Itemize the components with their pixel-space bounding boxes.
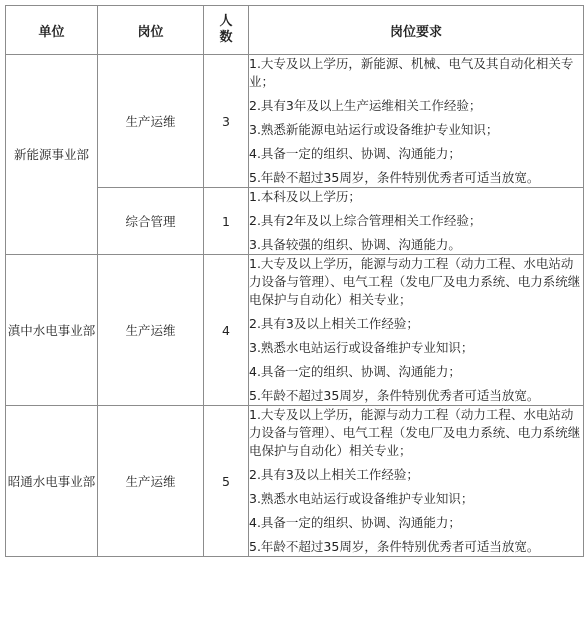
- requirement-item: 4.具备一定的组织、协调、沟通能力；: [249, 364, 461, 379]
- header-count: [204, 6, 249, 55]
- post-cell: 生产运维: [98, 406, 204, 557]
- header-count-line2: 数: [219, 30, 233, 45]
- count-cell: 5: [204, 406, 249, 557]
- table-row: [6, 255, 584, 406]
- header-count-line1: 人: [219, 14, 233, 29]
- job-requirements-table: [5, 5, 584, 557]
- header-row: [6, 6, 584, 55]
- count-cell: 1: [204, 188, 249, 255]
- requirement-item: 4.具备一定的组织、协调、沟通能力；: [249, 146, 461, 161]
- requirement-item: 3.熟悉新能源电站运行或设备维护专业知识；: [249, 122, 499, 137]
- requirement-item: 1.本科及以上学历；: [249, 189, 361, 204]
- requirement-item: 4.具备一定的组织、协调、沟通能力；: [249, 515, 461, 530]
- requirement-item: 5.年龄不超过35周岁，条件特别优秀者可适当放宽。: [249, 539, 540, 554]
- requirements-cell: [249, 188, 584, 255]
- post-cell: 生产运维: [98, 255, 204, 406]
- header-requirements: 岗位要求: [249, 6, 584, 55]
- unit-cell: 新能源事业部: [6, 55, 98, 255]
- post-cell: 生产运维: [98, 55, 204, 188]
- requirement-item: 2.具有3及以上相关工作经验；: [249, 467, 419, 482]
- requirements-cell: [249, 55, 584, 188]
- requirement-item: 5.年龄不超过35周岁，条件特别优秀者可适当放宽。: [249, 388, 540, 403]
- requirement-item: 1.大专及以上学历，新能源、机械、电气及其自动化相关专业；: [249, 56, 574, 89]
- requirement-item: 1.大专及以上学历，能源与动力工程（动力工程、水电站动力设备与管理）、电气工程（发电厂及电力系统、电力系统继电保护与自动化）相关专业；: [249, 407, 581, 458]
- post-cell: 综合管理: [98, 188, 204, 255]
- requirement-item: 2.具有3及以上相关工作经验；: [249, 316, 419, 331]
- count-cell: 4: [204, 255, 249, 406]
- header-unit: 单位: [6, 6, 98, 55]
- requirement-item: 5.年龄不超过35周岁，条件特别优秀者可适当放宽。: [249, 170, 540, 185]
- requirement-item: 1.大专及以上学历，能源与动力工程（动力工程、水电站动力设备与管理）、电气工程（发电厂及电力系统、电力系统继电保护与自动化）相关专业；: [249, 256, 581, 307]
- table-row: [6, 55, 584, 188]
- table-row: [6, 406, 584, 557]
- unit-cell: 昭通水电事业部: [6, 406, 98, 557]
- requirement-item: 3.熟悉水电站运行或设备维护专业知识；: [249, 491, 474, 506]
- header-post: 岗位: [98, 6, 204, 55]
- requirement-item: 2.具有2年及以上综合管理相关工作经验；: [249, 213, 482, 228]
- requirement-item: 3.具备较强的组织、协调、沟通能力。: [249, 237, 461, 252]
- requirements-cell: [249, 255, 584, 406]
- unit-cell: 滇中水电事业部: [6, 255, 98, 406]
- requirement-item: 2.具有3年及以上生产运维相关工作经验；: [249, 98, 482, 113]
- count-cell: 3: [204, 55, 249, 188]
- requirement-item: 3.熟悉水电站运行或设备维护专业知识；: [249, 340, 474, 355]
- requirements-cell: [249, 406, 584, 557]
